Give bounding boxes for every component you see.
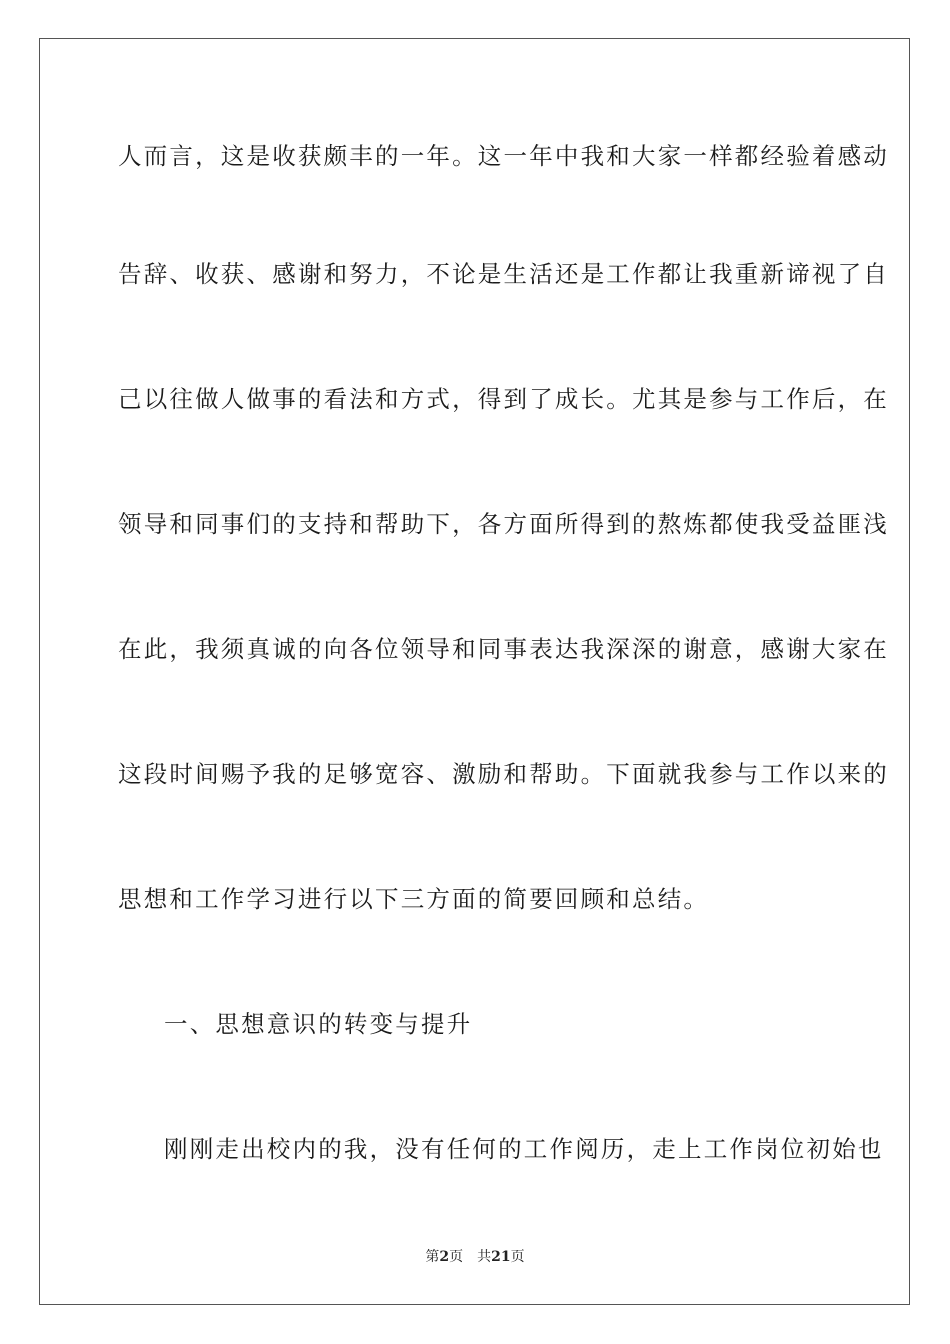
page-label-suffix: 页 bbox=[449, 1249, 464, 1265]
body-text-line-6: 这段时间赐予我的足够宽容、激励和帮助。下面就我参与工作以来的 bbox=[118, 760, 889, 788]
body-text-line-5: 在此，我须真诚的向各位领导和同事表达我深深的谢意，感谢大家在 bbox=[118, 635, 889, 663]
body-text-line-2: 告辞、收获、感谢和努力，不论是生活还是工作都让我重新谛视了自 bbox=[118, 260, 889, 288]
paragraph-first-line: 刚刚走出校内的我，没有任何的工作阅历，走上工作岗位初始也 bbox=[164, 1135, 884, 1163]
total-label-suffix: 页 bbox=[510, 1249, 525, 1265]
total-pages: 21 bbox=[491, 1249, 511, 1265]
page-label-prefix: 第 bbox=[425, 1249, 440, 1265]
page-border bbox=[39, 38, 910, 1305]
body-text-line-4: 领导和同事们的支持和帮助下，各方面所得到的熬炼都使我受益匪浅 bbox=[118, 510, 889, 538]
section-heading: 一、思想意识的转变与提升 bbox=[164, 1010, 473, 1038]
body-text-line-7: 思想和工作学习进行以下三方面的简要回顾和总结。 bbox=[118, 885, 710, 913]
body-text-line-1: 人而言，这是收获颇丰的一年。这一年中我和大家一样都经验着感动 bbox=[118, 142, 889, 170]
page-number: 2 bbox=[439, 1249, 450, 1265]
total-label-prefix: 共 bbox=[477, 1249, 492, 1265]
body-text-line-3: 己以往做人做事的看法和方式，得到了成长。尤其是参与工作后，在 bbox=[118, 385, 889, 413]
page-footer bbox=[0, 1247, 950, 1267]
